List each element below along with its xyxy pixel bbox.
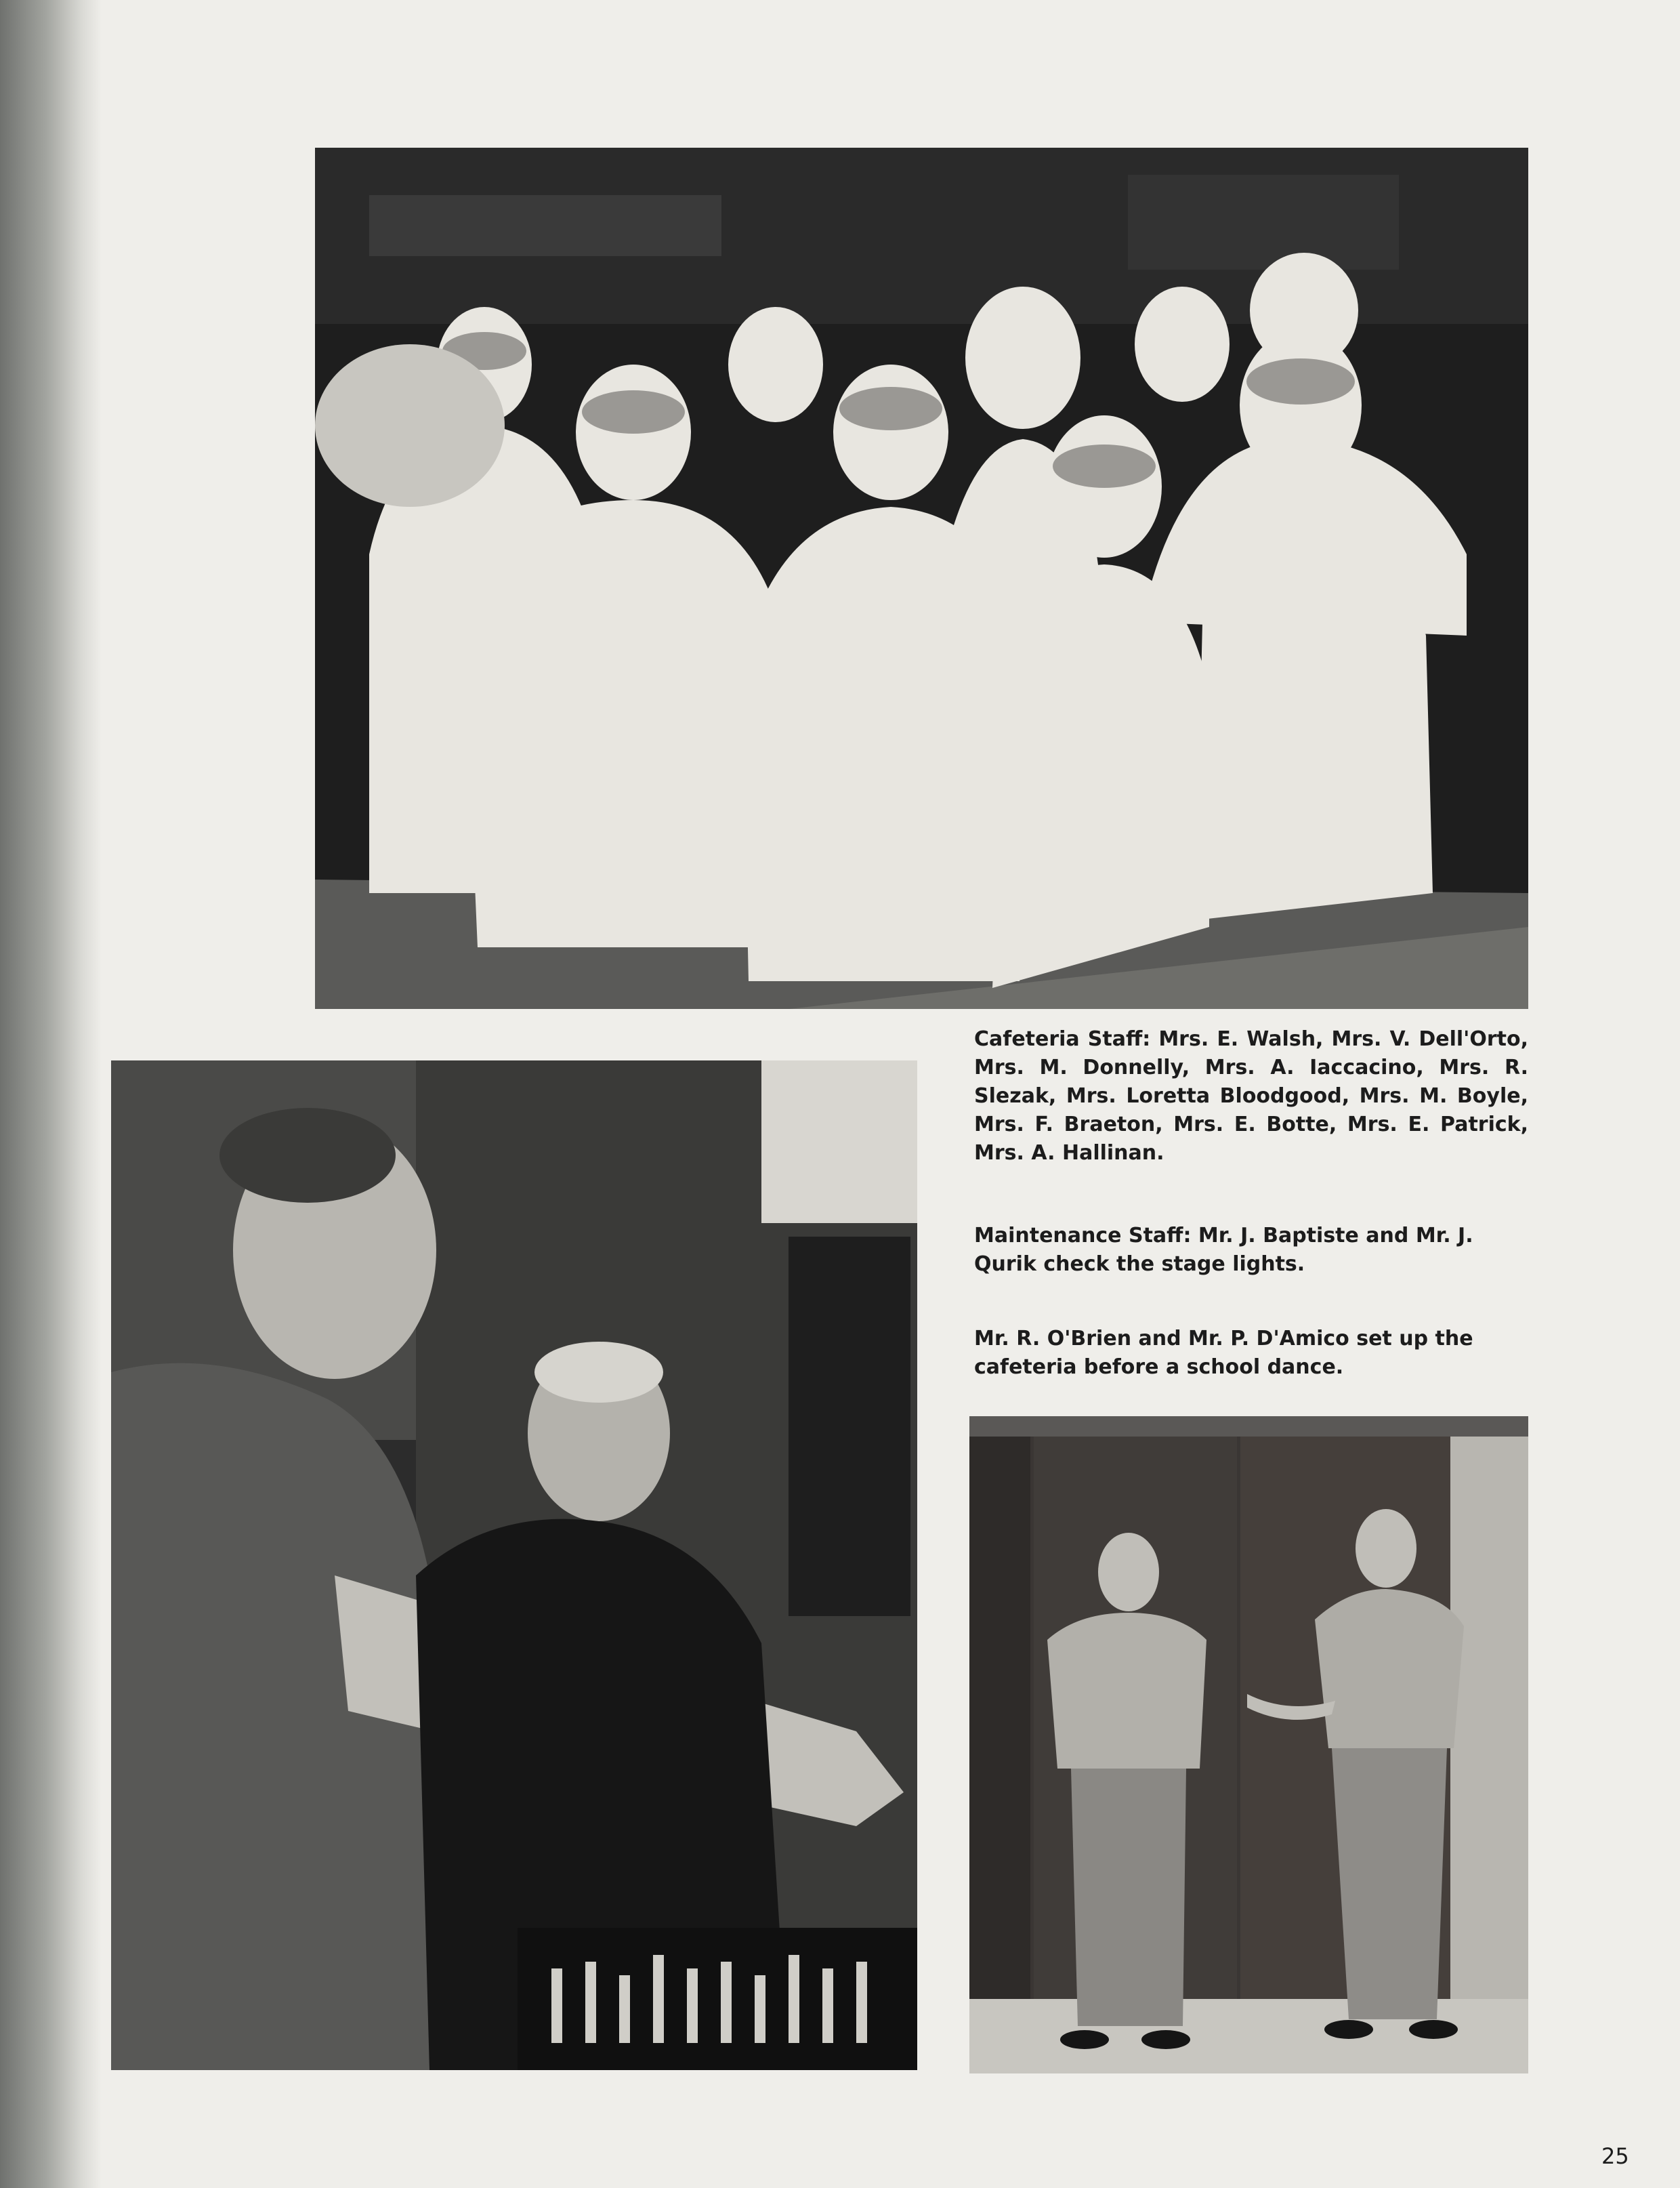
cafeteria-staff-photo <box>315 148 1528 1009</box>
maintenance-staff-caption: Maintenance Staff: Mr. J. Baptiste and Mr. J. Qurik check the stage lights. <box>974 1224 1473 1276</box>
cafeteria-staff-caption: Cafeteria Staff: Mrs. E. Walsh, Mrs. V. Dell'Orto, Mrs. M. Donnelly, Mrs. A. Iaccacino, Mrs. R. Slezak, Mrs. Loretta Bloodgood, Mrs. M. Boyle, Mrs. F. Braeton, Mrs. E. Botte, Mrs. E. Patrick, Mrs. A. Hallinan. <box>974 1027 1528 1165</box>
cafeteria-setup-caption: Mr. R. O'Brien and Mr. P. D'Amico set up the cafeteria before a school dance. <box>974 1327 1473 1379</box>
page-binding-shadow <box>0 0 102 2188</box>
page-number: 25 <box>1601 2143 1629 2169</box>
cafeteria-setup-photo <box>969 1416 1528 2073</box>
maintenance-staff-photo <box>111 1060 917 2070</box>
